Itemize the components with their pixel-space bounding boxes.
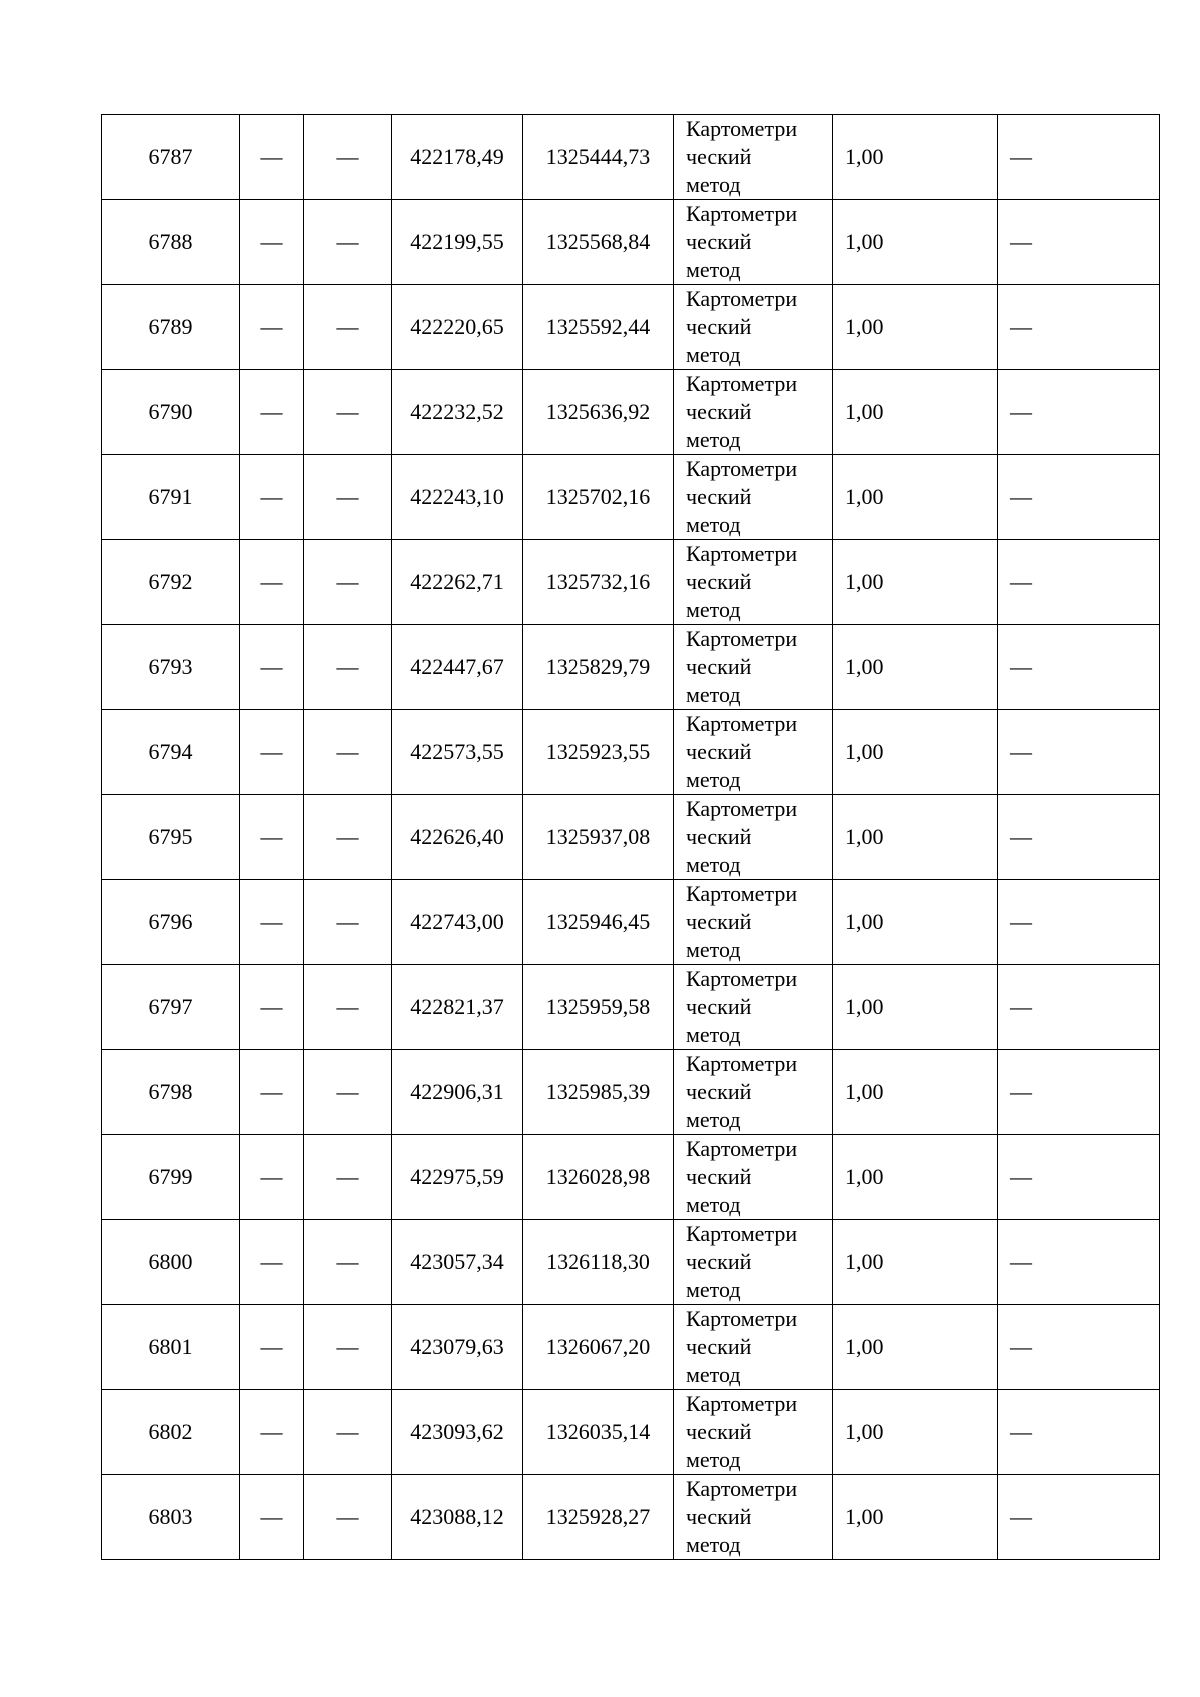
- note-cell: —: [998, 880, 1160, 965]
- table-row: [102, 1050, 1160, 1135]
- method-cell: [674, 370, 833, 455]
- table-row: [102, 1390, 1160, 1475]
- x-coordinate-cell: 422906,31: [392, 1050, 523, 1135]
- point-number-cell: 6794: [102, 710, 240, 795]
- accuracy-cell: 1,00: [833, 370, 998, 455]
- table-row: [102, 710, 1160, 795]
- method-text-line: Картометри: [686, 711, 798, 736]
- empty-value-cell: —: [304, 710, 392, 795]
- y-coordinate-cell: 1325959,58: [523, 965, 674, 1050]
- x-coordinate-cell: 422743,00: [392, 880, 523, 965]
- y-coordinate-cell: 1325568,84: [523, 200, 674, 285]
- method-text-line: метод: [686, 427, 741, 452]
- x-coordinate-cell: 423088,12: [392, 1475, 523, 1560]
- method-cell: [674, 795, 833, 880]
- point-number-cell: 6798: [102, 1050, 240, 1135]
- method-text-line: Картометри: [686, 1136, 798, 1161]
- y-coordinate-cell: 1325732,16: [523, 540, 674, 625]
- method-text-line: ческий: [686, 909, 752, 934]
- method-text-line: ческий: [686, 484, 752, 509]
- table-row: [102, 1220, 1160, 1305]
- method-cell: [674, 880, 833, 965]
- empty-value-cell: —: [240, 1390, 304, 1475]
- empty-value-cell: —: [304, 1305, 392, 1390]
- method-text-line: метод: [686, 852, 741, 877]
- y-coordinate-cell: 1325702,16: [523, 455, 674, 540]
- x-coordinate-cell: 422220,65: [392, 285, 523, 370]
- method-text-line: ческий: [686, 824, 752, 849]
- accuracy-cell: 1,00: [833, 710, 998, 795]
- empty-value-cell: —: [304, 880, 392, 965]
- point-number-cell: 6799: [102, 1135, 240, 1220]
- y-coordinate-cell: 1326118,30: [523, 1220, 674, 1305]
- method-cell: [674, 540, 833, 625]
- note-cell: —: [998, 1135, 1160, 1220]
- method-text-line: Картометри: [686, 1391, 798, 1416]
- method-text-line: метод: [686, 1532, 741, 1557]
- point-number-cell: 6792: [102, 540, 240, 625]
- method-text-line: Картометри: [686, 626, 798, 651]
- point-number-cell: 6803: [102, 1475, 240, 1560]
- empty-value-cell: —: [240, 880, 304, 965]
- note-cell: —: [998, 1475, 1160, 1560]
- point-number-cell: 6802: [102, 1390, 240, 1475]
- note-cell: —: [998, 795, 1160, 880]
- accuracy-cell: 1,00: [833, 455, 998, 540]
- note-cell: —: [998, 965, 1160, 1050]
- accuracy-cell: 1,00: [833, 880, 998, 965]
- empty-value-cell: —: [304, 1475, 392, 1560]
- table-row: [102, 200, 1160, 285]
- table-row: [102, 965, 1160, 1050]
- table-row: [102, 115, 1160, 200]
- method-text-line: метод: [686, 682, 741, 707]
- accuracy-cell: 1,00: [833, 540, 998, 625]
- accuracy-cell: 1,00: [833, 200, 998, 285]
- note-cell: —: [998, 200, 1160, 285]
- accuracy-cell: 1,00: [833, 1390, 998, 1475]
- method-text-line: Картометри: [686, 1051, 798, 1076]
- method-cell: [674, 625, 833, 710]
- empty-value-cell: —: [240, 200, 304, 285]
- method-cell: [674, 115, 833, 200]
- method-text-line: метод: [686, 937, 741, 962]
- method-text-line: ческий: [686, 314, 752, 339]
- method-cell: [674, 455, 833, 540]
- point-number-cell: 6789: [102, 285, 240, 370]
- y-coordinate-cell: 1325829,79: [523, 625, 674, 710]
- note-cell: —: [998, 710, 1160, 795]
- empty-value-cell: —: [240, 710, 304, 795]
- x-coordinate-cell: 422447,67: [392, 625, 523, 710]
- method-text-line: метод: [686, 1107, 741, 1132]
- method-text-line: ческий: [686, 569, 752, 594]
- note-cell: —: [998, 1220, 1160, 1305]
- y-coordinate-cell: 1326067,20: [523, 1305, 674, 1390]
- x-coordinate-cell: 422821,37: [392, 965, 523, 1050]
- method-text-line: ческий: [686, 1419, 752, 1444]
- empty-value-cell: —: [304, 1135, 392, 1220]
- y-coordinate-cell: 1325592,44: [523, 285, 674, 370]
- method-text-line: Картометри: [686, 796, 798, 821]
- y-coordinate-cell: 1325928,27: [523, 1475, 674, 1560]
- table-row: [102, 795, 1160, 880]
- empty-value-cell: —: [240, 285, 304, 370]
- table-row: [102, 625, 1160, 710]
- y-coordinate-cell: 1325946,45: [523, 880, 674, 965]
- x-coordinate-cell: 423079,63: [392, 1305, 523, 1390]
- method-cell: [674, 1050, 833, 1135]
- accuracy-cell: 1,00: [833, 1135, 998, 1220]
- y-coordinate-cell: 1326035,14: [523, 1390, 674, 1475]
- empty-value-cell: —: [240, 540, 304, 625]
- method-cell: [674, 285, 833, 370]
- accuracy-cell: 1,00: [833, 1305, 998, 1390]
- method-text-line: Картометри: [686, 286, 798, 311]
- point-number-cell: 6791: [102, 455, 240, 540]
- accuracy-cell: 1,00: [833, 625, 998, 710]
- method-cell: [674, 1475, 833, 1560]
- table-row: [102, 1135, 1160, 1220]
- empty-value-cell: —: [304, 965, 392, 1050]
- method-text-line: метод: [686, 512, 741, 537]
- empty-value-cell: —: [304, 115, 392, 200]
- method-text-line: Картометри: [686, 201, 798, 226]
- empty-value-cell: —: [304, 625, 392, 710]
- method-cell: [674, 1220, 833, 1305]
- empty-value-cell: —: [240, 965, 304, 1050]
- empty-value-cell: —: [304, 1220, 392, 1305]
- empty-value-cell: —: [240, 1475, 304, 1560]
- method-cell: [674, 1305, 833, 1390]
- method-text-line: Картометри: [686, 371, 798, 396]
- x-coordinate-cell: 422975,59: [392, 1135, 523, 1220]
- method-text-line: ческий: [686, 1334, 752, 1359]
- method-text-line: ческий: [686, 654, 752, 679]
- x-coordinate-cell: 422199,55: [392, 200, 523, 285]
- empty-value-cell: —: [240, 795, 304, 880]
- point-number-cell: 6801: [102, 1305, 240, 1390]
- accuracy-cell: 1,00: [833, 115, 998, 200]
- point-number-cell: 6793: [102, 625, 240, 710]
- y-coordinate-cell: 1325636,92: [523, 370, 674, 455]
- accuracy-cell: 1,00: [833, 965, 998, 1050]
- point-number-cell: 6800: [102, 1220, 240, 1305]
- method-cell: [674, 965, 833, 1050]
- point-number-cell: 6788: [102, 200, 240, 285]
- empty-value-cell: —: [240, 1050, 304, 1135]
- method-text-line: Картометри: [686, 1221, 798, 1246]
- method-text-line: ческий: [686, 229, 752, 254]
- method-text-line: Картометри: [686, 881, 798, 906]
- table-row: [102, 370, 1160, 455]
- method-text-line: метод: [686, 1447, 741, 1472]
- method-text-line: метод: [686, 767, 741, 792]
- table-row: [102, 285, 1160, 370]
- note-cell: —: [998, 1390, 1160, 1475]
- coordinates-table: [101, 114, 1160, 1560]
- empty-value-cell: —: [304, 455, 392, 540]
- table-row: [102, 880, 1160, 965]
- note-cell: —: [998, 625, 1160, 710]
- method-text-line: Картометри: [686, 1476, 798, 1501]
- method-text-line: ческий: [686, 1504, 752, 1529]
- method-text-line: метод: [686, 172, 741, 197]
- method-cell: [674, 200, 833, 285]
- empty-value-cell: —: [240, 115, 304, 200]
- point-number-cell: 6795: [102, 795, 240, 880]
- note-cell: —: [998, 370, 1160, 455]
- method-text-line: Картометри: [686, 456, 798, 481]
- accuracy-cell: 1,00: [833, 285, 998, 370]
- method-text-line: метод: [686, 257, 741, 282]
- method-text-line: метод: [686, 1277, 741, 1302]
- y-coordinate-cell: 1325923,55: [523, 710, 674, 795]
- method-text-line: Картометри: [686, 541, 798, 566]
- y-coordinate-cell: 1325937,08: [523, 795, 674, 880]
- table-row: [102, 1305, 1160, 1390]
- method-text-line: Картометри: [686, 966, 798, 991]
- method-text-line: ческий: [686, 1164, 752, 1189]
- empty-value-cell: —: [304, 795, 392, 880]
- accuracy-cell: 1,00: [833, 1050, 998, 1135]
- note-cell: —: [998, 115, 1160, 200]
- table-row: [102, 455, 1160, 540]
- empty-value-cell: —: [240, 1305, 304, 1390]
- method-text-line: метод: [686, 342, 741, 367]
- table-row: [102, 1475, 1160, 1560]
- method-text-line: метод: [686, 597, 741, 622]
- empty-value-cell: —: [304, 1390, 392, 1475]
- x-coordinate-cell: 422573,55: [392, 710, 523, 795]
- empty-value-cell: —: [304, 370, 392, 455]
- method-text-line: ческий: [686, 994, 752, 1019]
- point-number-cell: 6787: [102, 115, 240, 200]
- x-coordinate-cell: 423057,34: [392, 1220, 523, 1305]
- x-coordinate-cell: 422262,71: [392, 540, 523, 625]
- empty-value-cell: —: [304, 540, 392, 625]
- note-cell: —: [998, 455, 1160, 540]
- y-coordinate-cell: 1326028,98: [523, 1135, 674, 1220]
- accuracy-cell: 1,00: [833, 1220, 998, 1305]
- method-text-line: метод: [686, 1192, 741, 1217]
- empty-value-cell: —: [240, 625, 304, 710]
- method-text-line: ческий: [686, 1249, 752, 1274]
- note-cell: —: [998, 285, 1160, 370]
- method-text-line: Картометри: [686, 116, 798, 141]
- method-text-line: ческий: [686, 1079, 752, 1104]
- accuracy-cell: 1,00: [833, 1475, 998, 1560]
- method-cell: [674, 1135, 833, 1220]
- note-cell: —: [998, 540, 1160, 625]
- empty-value-cell: —: [240, 1220, 304, 1305]
- empty-value-cell: —: [240, 370, 304, 455]
- x-coordinate-cell: 423093,62: [392, 1390, 523, 1475]
- method-cell: [674, 1390, 833, 1475]
- empty-value-cell: —: [240, 455, 304, 540]
- method-text-line: ческий: [686, 399, 752, 424]
- table-row: [102, 540, 1160, 625]
- y-coordinate-cell: 1325444,73: [523, 115, 674, 200]
- method-text-line: метод: [686, 1362, 741, 1387]
- x-coordinate-cell: 422232,52: [392, 370, 523, 455]
- point-number-cell: 6797: [102, 965, 240, 1050]
- x-coordinate-cell: 422178,49: [392, 115, 523, 200]
- empty-value-cell: —: [304, 1050, 392, 1135]
- point-number-cell: 6790: [102, 370, 240, 455]
- x-coordinate-cell: 422243,10: [392, 455, 523, 540]
- point-number-cell: 6796: [102, 880, 240, 965]
- method-text-line: ческий: [686, 144, 752, 169]
- table-body: [102, 115, 1160, 1560]
- empty-value-cell: —: [304, 285, 392, 370]
- note-cell: —: [998, 1305, 1160, 1390]
- method-text-line: ческий: [686, 739, 752, 764]
- method-text-line: метод: [686, 1022, 741, 1047]
- y-coordinate-cell: 1325985,39: [523, 1050, 674, 1135]
- note-cell: —: [998, 1050, 1160, 1135]
- method-text-line: Картометри: [686, 1306, 798, 1331]
- empty-value-cell: —: [240, 1135, 304, 1220]
- x-coordinate-cell: 422626,40: [392, 795, 523, 880]
- method-cell: [674, 710, 833, 795]
- empty-value-cell: —: [304, 200, 392, 285]
- accuracy-cell: 1,00: [833, 795, 998, 880]
